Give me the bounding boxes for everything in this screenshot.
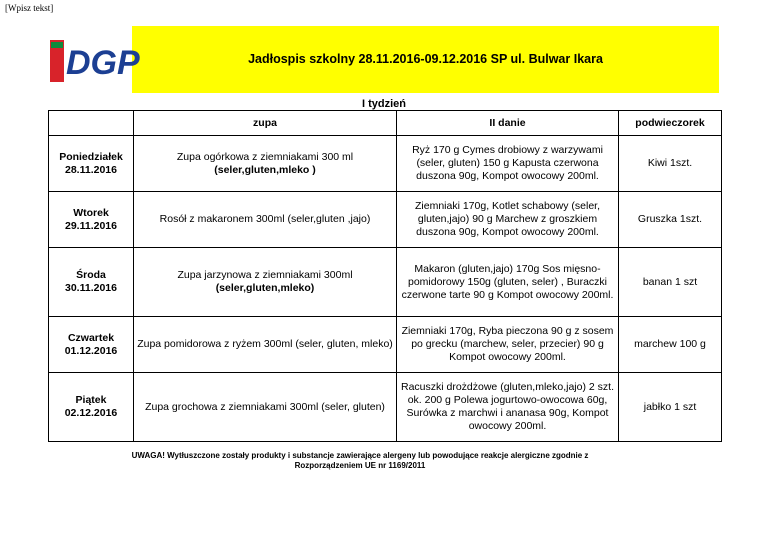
- table-row: [49, 317, 722, 373]
- table-row: [49, 373, 722, 442]
- snack-cell: banan 1 szt: [619, 248, 722, 317]
- main-cell: Ziemniaki 170g, Ryba pieczona 90 g z sosem po grecku (marchew, seler, przecier) 90 g Kompot owocowy 200ml.: [397, 317, 619, 373]
- allergen-note: UWAGA! Wytłuszczone zostały produkty i substancje zawierające alergeny lub powodujące reakcje alergiczne zgodnie z Rozporządzeniem UE nr 1169/2011: [131, 451, 589, 470]
- week-label: I tydzień: [361, 98, 406, 110]
- table-row: [49, 192, 722, 248]
- main-cell: Ziemniaki 170g, Kotlet schabowy (seler, gluten,jajo) 90 g Marchew z groszkiem duszona 90g, Kompot owocowy 200ml.: [397, 192, 619, 248]
- soup-cell: Zupa jarzynowa z ziemniakami 300ml (seler,gluten,mleko): [134, 248, 397, 317]
- main-cell: Ryż 170 g Cymes drobiowy z warzywami (seler, gluten) 150 g Kapusta czerwona duszona 90g, Kompot owocowy 200ml.: [397, 136, 619, 192]
- table-header-row: [49, 111, 722, 136]
- day-cell: Czwartek 01.12.2016: [49, 317, 134, 373]
- snack-cell: marchew 100 g: [619, 317, 722, 373]
- day-cell: Poniedziałek 28.11.2016: [49, 136, 134, 192]
- header-soup: zupa: [134, 111, 397, 136]
- soup-cell: Rosół z makaronem 300ml (seler,gluten ,jajo): [134, 192, 397, 248]
- logo-text: DGP: [66, 44, 140, 82]
- menu-table: [48, 110, 722, 442]
- table-row: [49, 248, 722, 317]
- snack-cell: Kiwi 1szt.: [619, 136, 722, 192]
- table-row: [49, 136, 722, 192]
- soup-cell: Zupa pomidorowa z ryżem 300ml (seler, gluten, mleko): [134, 317, 397, 373]
- header-main: II danie: [397, 111, 619, 136]
- snack-cell: jabłko 1 szt: [619, 373, 722, 442]
- soup-cell: Zupa grochowa z ziemniakami 300ml (seler, gluten): [134, 373, 397, 442]
- main-cell: Racuszki drożdżowe (gluten,mleko,jajo) 2 szt. ok. 200 g Polewa jogurtowo-owocowa 60g, Surówka z marchwi i ananasa 90g, Kompot owocowy 200ml.: [397, 373, 619, 442]
- dgp-logo: [50, 38, 150, 84]
- soup-cell: Zupa ogórkowa z ziemniakami 300 ml (seler,gluten,mleko ): [134, 136, 397, 192]
- logo-green-mark: [51, 42, 63, 48]
- header-day: [49, 111, 134, 136]
- day-cell: Środa 30.11.2016: [49, 248, 134, 317]
- main-cell: Makaron (gluten,jajo) 170g Sos mięsno-pomidorowy 150g (gluten, seler) , Buraczki czerwone tarte 90 g Kompot owocowy 200ml.: [397, 248, 619, 317]
- title-banner: [132, 26, 719, 93]
- page-title: Jadłospis szkolny 28.11.2016-09.12.2016 SP ul. Bulwar Ikara: [248, 52, 603, 66]
- header-snack: podwieczorek: [619, 111, 722, 136]
- header-placeholder-text: [Wpisz tekst]: [5, 3, 54, 13]
- day-cell: Wtorek 29.11.2016: [49, 192, 134, 248]
- snack-cell: Gruszka 1szt.: [619, 192, 722, 248]
- day-cell: Piątek 02.12.2016: [49, 373, 134, 442]
